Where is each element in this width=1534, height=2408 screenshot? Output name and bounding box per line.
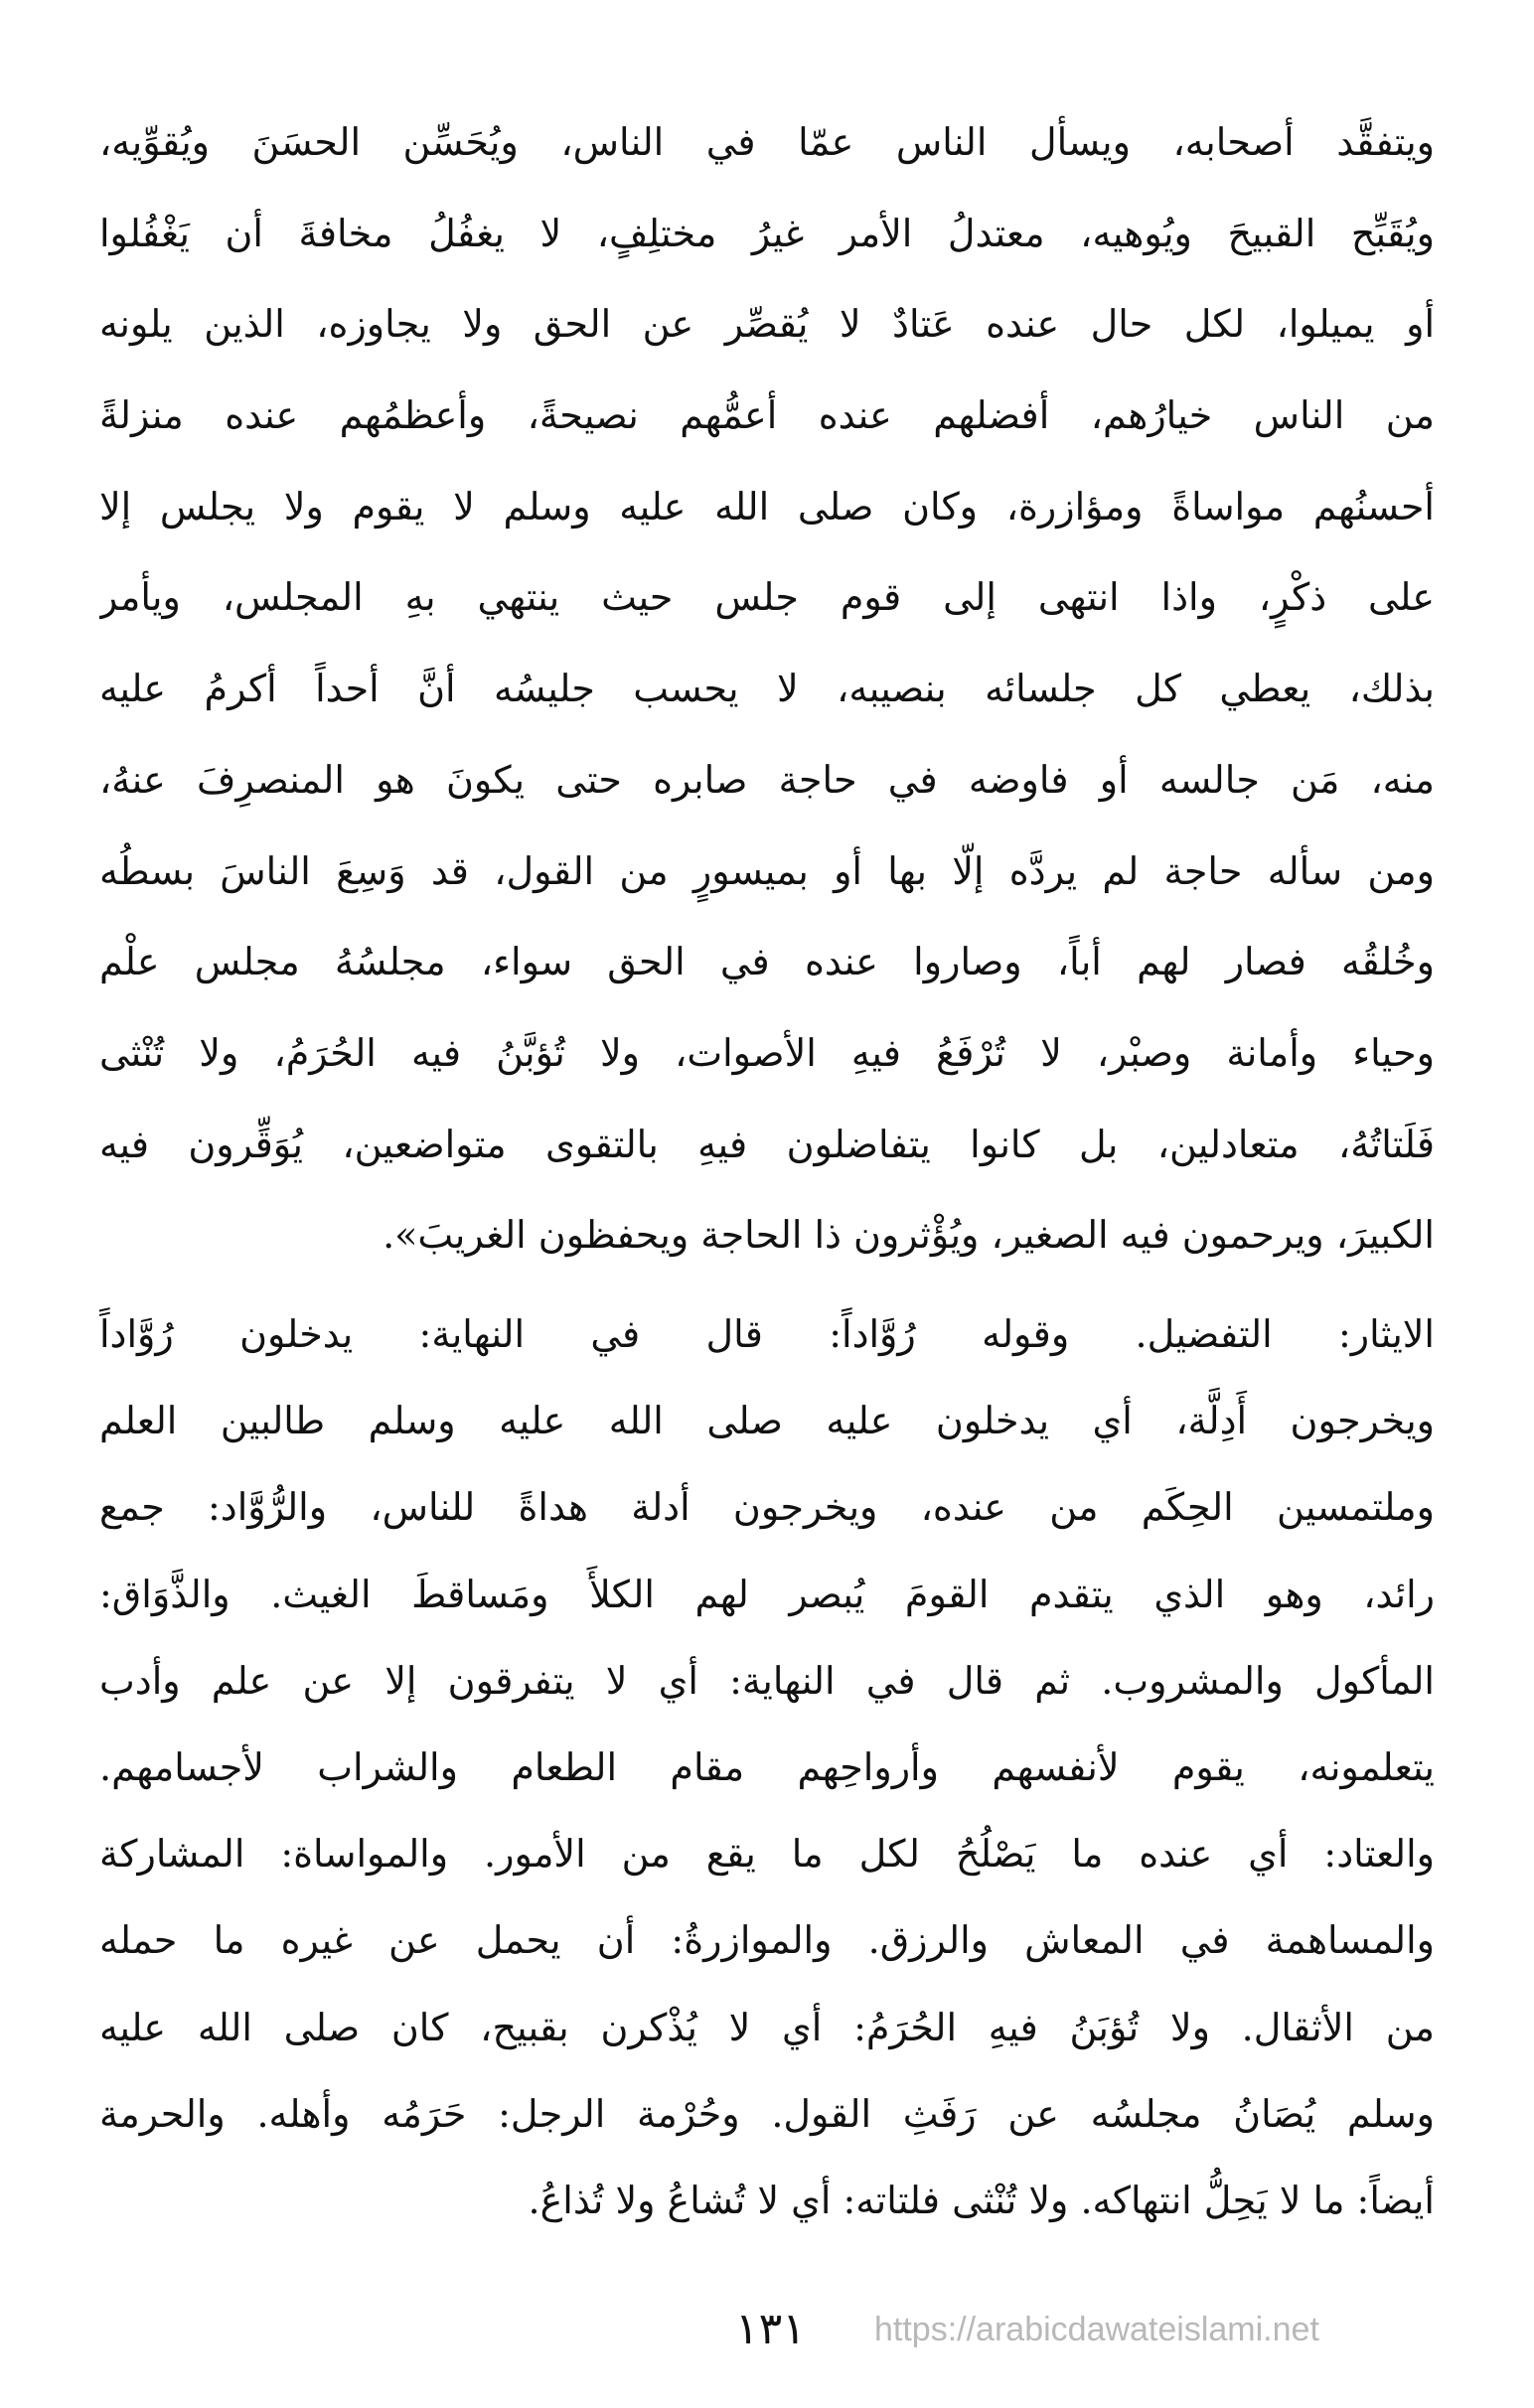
main-paragraph (99, 97, 1435, 1281)
text-line: بذلك، يعطي كل جلسائه بنصيبه، لا يحسب جليسُه أنَّ أحداً أكرمُ عليه (99, 667, 1435, 711)
text-line: وخُلقُه فصار لهم أباً، وصاروا عنده في الحق سواء، مجلسُهُ مجلس علْم (99, 940, 1435, 984)
text-line: منه، مَن جالسه أو فاوضه في حاجة صابره حتى يكونَ هو المنصرِفَ عنهُ، (99, 757, 1435, 802)
text-line: والعتاد: أي عنده ما يَصْلُحُ لكل ما يقع من الأمور. والمواساة: المشاركة (99, 1832, 1435, 1877)
text-line: أحسنُهم مواساةً ومؤازرة، وكان صلى الله عليه وسلم لا يقوم ولا يجلس إلا (99, 484, 1435, 528)
text-line: وسلم يُصَانُ مجلسُه عن رَفَثِ القول. وحُرْمة الرجل: حَرَمُه وأهله. والحرمة (99, 2091, 1435, 2136)
notes-paragraph (99, 1291, 1435, 2244)
text-line: يتعلمونه، يقوم لأنفسهم وأرواحِهم مقام الطعام والشراب لأجسامهم. (99, 1744, 1435, 1789)
text-line: أو يميلوا، لكل حال عنده عَتادٌ لا يُقصِّر عن الحق ولا يجاوزه، الذين يلونه (99, 302, 1435, 347)
text-line: على ذكْرٍ، واذا انتهى إلى قوم جلس حيث ينتهي بهِ المجلس، ويأمر (99, 575, 1435, 620)
watermark-url: https://arabicdawateislami.net (874, 2311, 1319, 2348)
text-line: ويتفقَّد أصحابه، ويسأل الناس عمّا في الناس، ويُحَسِّن الحسَنَ ويُقوِّيه، (99, 120, 1435, 164)
text-line: فَلَتاتُهُ، متعادلين، بل كانوا يتفاضلون فيهِ بالتقوى متواضعين، يُوَقِّرون فيه (99, 1122, 1435, 1166)
text-line: وملتمسين الحِكَم من عنده، ويخرجون أدلة هداةً للناس، والرُّوَّاد: جمع (99, 1485, 1435, 1530)
text-line: ومن سأله حاجة لم يردَّه إلّا بها أو بميسورٍ من القول، قد وَسِعَ الناسَ بسطُه (99, 848, 1435, 893)
page-number: ١٣١ (735, 2304, 806, 2354)
text-line: الايثار: التفضيل. وقوله رُوَّاداً: قال في النهاية: يدخلون رُوَّاداً (99, 1312, 1435, 1356)
text-line: وحياء وأمانة وصبْر، لا تُرْفَعُ فيهِ الأصوات، ولا تُؤبَّنُ فيه الحُرَمُ، ولا تُنْثى (99, 1030, 1435, 1075)
text-line: أيضاً: ما لا يَحِلُّ انتهاكه. ولا تُنْثى فلتاته: أي لا تُشاعُ ولا تُذاعُ. (528, 2178, 1435, 2222)
page-footer (0, 2295, 1534, 2364)
text-line: المأكول والمشروب. ثم قال في النهاية: أي لا يتفرقون إلا عن علم وأدب (99, 1658, 1435, 1703)
text-line: ويُقَبِّح القبيحَ ويُوهيه، معتدلُ الأمر غيرُ مختلِفٍ، لا يغفُلُ مخافةَ أن يَغْفُلوا (99, 211, 1435, 255)
text-line: ويخرجون أَدِلَّة، أي يدخلون عليه صلى الله عليه وسلم طالبين العلم (99, 1399, 1435, 1443)
text-line: من الأثقال. ولا تُؤبَنُ فيهِ الحُرَمُ: أي لا يُذْكرن بقبيح، كان صلى الله عليه (99, 2005, 1435, 2049)
text-line: الكبيرَ، ويرحمون فيه الصغير، ويُؤْثرون ذا الحاجة ويحفظون الغريبَ». (383, 1213, 1435, 1258)
text-line: رائد، وهو الذي يتقدم القومَ يُبصر لهم الكلأَ ومَساقطَ الغيث. والذَّوَاق: (99, 1572, 1435, 1616)
text-line: من الناس خيارُهم، أفضلهم عنده أعمُّهم نصيحةً، وأعظمُهم عنده منزلةً (99, 393, 1435, 438)
text-line: والمساهمة في المعاش والرزق. والموازرةُ: أن يحمل عن غيره ما حمله (99, 1918, 1435, 1963)
